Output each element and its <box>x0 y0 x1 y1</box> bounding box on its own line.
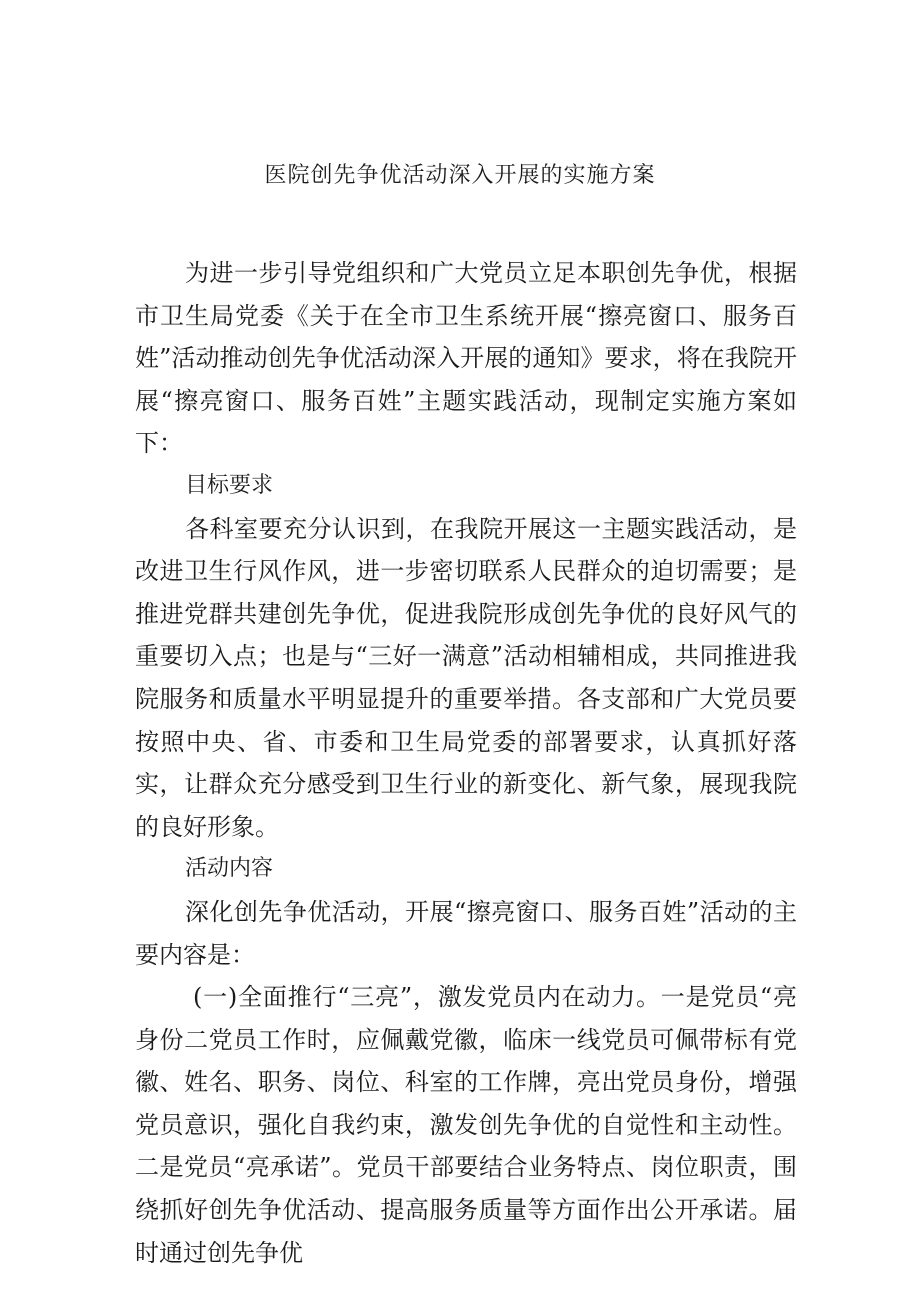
document-title: 医院创先争优活动深入开展的实施方案 <box>264 163 656 188</box>
section-heading-goals: 目标要求 <box>185 472 274 498</box>
activity-item-1-paragraph: (一)全面推行“三亮”，激发党员内在动力。一是党员“亮身份二党员工作时，应佩戴党徽，临床一线党员可佩带标有党徽、姓名、职务、岗位、科室的工作牌，亮出党员身份，增强党员意识，强化自我约束，激发创先争优的自觉性和主动性。二是党员“亮承诺”。党员干部要结合业务特点、岗位职责，围绕抓好创先争优活动、提高服务质量等方面作出公开承诺。届时通过创先争优 <box>135 983 797 1267</box>
goals-paragraph: 各科室要充分认识到，在我院开展这一主题实践活动，是改进卫生行风作风，进一步密切联系人民群众的迫切需要；是推进党群共建创先争优，促进我院形成创先争优的良好风气的重要切入点；也是与“三好一满意”活动相辅相成，共同推进我院服务和质量水平明显提升的重要举措。各支部和广大党员要按照中央、省、市委和卫生局党委的部署要求，认真抓好落实，让群众充分感受到卫生行业的新变化、新气象，展现我院的良好形象。 <box>135 514 797 841</box>
section-heading-activities: 活动内容 <box>185 856 274 882</box>
activities-paragraph: 深化创先争优活动，开展“擦亮窗口、服务百姓”活动的主要内容是： <box>135 897 797 969</box>
document-body <box>135 252 797 1274</box>
intro-paragraph: 为进一步引导党组织和广大党员立足本职创先争优，根据市卫生局党委《关于在全市卫生系统开展“擦亮窗口、服务百姓”活动推动创先争优活动深入开展的通知》要求，将在我院开展“擦亮窗口、服务百姓”主题实践活动，现制定实施方案如下： <box>135 259 797 458</box>
